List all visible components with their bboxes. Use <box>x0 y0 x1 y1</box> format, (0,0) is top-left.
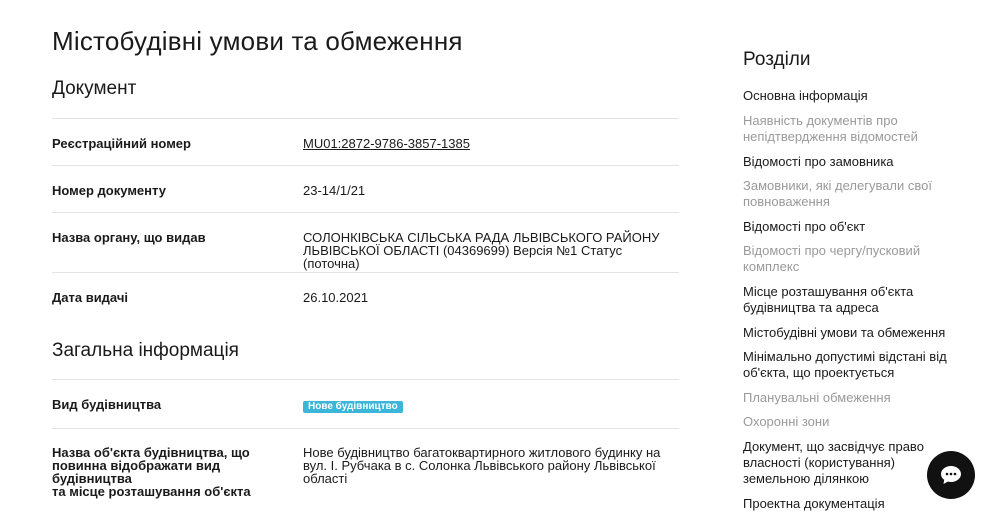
nav-item-label: об'єкта, що проектується <box>743 365 895 380</box>
nav-item-label: Містобудівні умови та обмеження <box>743 325 946 340</box>
nav-item-label: Відомості про об'єкт <box>743 219 866 234</box>
chat-button[interactable] <box>927 451 975 499</box>
nav-item-label: Проектна документація <box>743 496 885 511</box>
sidebar-item-project-docs[interactable] <box>743 496 955 512</box>
nav-item-label: непідтвердження відомостей <box>743 129 918 144</box>
value-line: вул. І. Рубчака в с. Солонка Львівського району Львівської <box>303 458 656 473</box>
value-line: ЛЬВІВСЬКОЇ ОБЛАСТІ (04369699) Версія №1 Статус (поточна) <box>303 243 623 271</box>
sidebar-item-object[interactable] <box>743 219 955 235</box>
sidebar-title: Розділи <box>743 49 811 70</box>
nav-item-label: Замовники, які делегували свої <box>743 178 932 193</box>
value-line: Нове будівництво багатоквартирного житлового будинку на <box>303 445 661 460</box>
row-label: Дата видачі <box>52 290 129 305</box>
row-label: Вид будівництва <box>52 397 162 412</box>
nav-item-label: будівництва та адреса <box>743 300 879 315</box>
chat-bubble-icon <box>939 463 963 487</box>
page-title: Містобудівні умови та обмеження <box>52 26 463 56</box>
nav-item-label: Мінімально допустимі відстані від <box>743 349 947 364</box>
sidebar-item-delegated-customers[interactable] <box>743 178 955 210</box>
sidebar-item-min-distances[interactable] <box>743 349 955 381</box>
nav-item-label: Відомості про чергу/пусковий <box>743 243 921 258</box>
row-value <box>303 398 673 413</box>
table-row <box>52 379 679 428</box>
row-value: 23-14/1/21 <box>303 183 366 198</box>
status-badge: Нове будівництво <box>303 401 403 413</box>
nav-item-label: Планувальні обмеження <box>743 390 891 405</box>
sidebar-item-main-info[interactable] <box>743 88 955 104</box>
row-label: Назва органу, що видав <box>52 230 206 245</box>
sidebar-item-land-ownership[interactable] <box>743 439 955 487</box>
row-value: 26.10.2021 <box>303 290 369 305</box>
registration-number-link[interactable]: MU01:2872-9786-3857-1385 <box>303 136 470 151</box>
label-line: повинна відображати вид будівництва <box>52 458 221 486</box>
nav-item-label: Основна інформація <box>743 88 868 103</box>
nav-item-label: Охоронні зони <box>743 414 830 429</box>
nav-item-label: власності (користування) <box>743 455 895 470</box>
table-row <box>52 165 679 212</box>
value-line: області <box>303 471 348 486</box>
sidebar-item-urban-conditions[interactable] <box>743 325 955 341</box>
nav-item-label: Місце розташування об'єкта <box>743 284 914 299</box>
sidebar-item-protected-zones[interactable] <box>743 414 955 430</box>
nav-item-label: повноваження <box>743 194 830 209</box>
nav-item-label: земельною ділянкою <box>743 471 870 486</box>
table-row <box>52 272 679 321</box>
row-label <box>52 446 292 498</box>
row-label: Реєстраційний номер <box>52 136 191 151</box>
sidebar-item-planning-restrictions[interactable] <box>743 390 955 406</box>
nav-item-label: комплекс <box>743 259 800 274</box>
table-row <box>52 212 679 273</box>
section-title-general: Загальна інформація <box>52 340 239 361</box>
row-value <box>303 231 673 270</box>
nav-item-label: Наявність документів про <box>743 113 898 128</box>
table-row <box>52 428 679 499</box>
nav-item-label: Відомості про замовника <box>743 154 894 169</box>
row-value <box>303 446 673 485</box>
nav-item-label: Документ, що засвідчує право <box>743 439 924 454</box>
row-label: Номер документу <box>52 183 166 198</box>
sidebar-item-documents-presence[interactable] <box>743 113 955 145</box>
section-title-document: Документ <box>52 78 137 99</box>
label-line: Назва об'єкта будівництва, що <box>52 445 250 460</box>
sidebar-item-customer[interactable] <box>743 154 955 170</box>
table-row <box>52 118 679 165</box>
sidebar-item-location[interactable] <box>743 284 955 316</box>
label-line: та місце розташування об'єкта <box>52 484 251 499</box>
sidebar-item-queue[interactable] <box>743 243 955 275</box>
value-line: СОЛОНКІВСЬКА СІЛЬСЬКА РАДА ЛЬВІВСЬКОГО РАЙОНУ <box>303 230 660 245</box>
